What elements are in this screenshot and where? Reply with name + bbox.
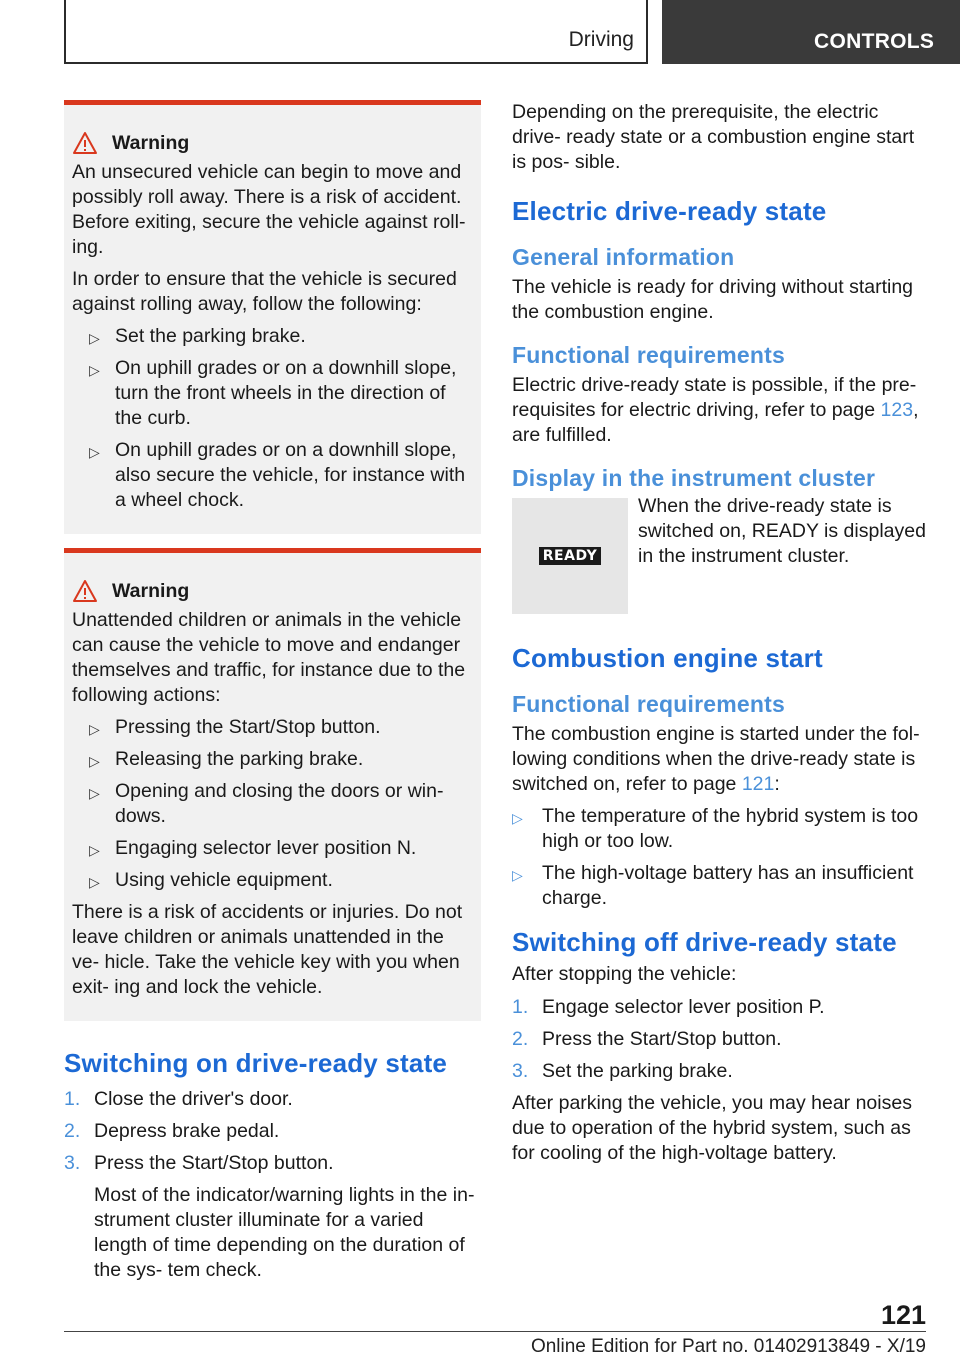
triangle-bullet-icon: ▷ xyxy=(512,810,523,826)
text-run: , are fulfilled. xyxy=(512,399,919,446)
ready-display-block xyxy=(512,495,926,614)
section-heading-switch-on: Switching on drive-ready state xyxy=(64,1048,448,1078)
warning-box-rolling xyxy=(64,100,481,534)
step-number: 1. xyxy=(64,1088,81,1110)
func-req-text xyxy=(512,373,926,448)
triangle-bullet-icon: ▷ xyxy=(89,842,100,858)
right-column xyxy=(512,100,926,1166)
section-heading-combustion: Combustion engine start xyxy=(512,643,823,673)
list-item xyxy=(80,868,469,893)
step-text: Press the Start/Stop button. xyxy=(94,1152,334,1174)
step-item xyxy=(64,1151,481,1176)
footer-edition: Online Edition for Part no. 01402913849 - X/19 xyxy=(530,1336,926,1357)
list-item-text: The temperature of the hybrid system is too high or too low. xyxy=(542,805,919,852)
triangle-bullet-icon: ▷ xyxy=(89,444,100,460)
list-item-text: The high-voltage battery has an insufficient charge. xyxy=(542,862,914,909)
step-item xyxy=(64,1119,481,1144)
step-text: Set the parking brake. xyxy=(542,1060,733,1082)
triangle-bullet-icon: ▷ xyxy=(89,330,100,346)
text-run: The combustion engine is started under the fol- lowing conditions when the drive-ready state is switched on, refer to page xyxy=(512,723,920,795)
list-item-text: On uphill grades or on a downhill slope, turn the front wheels in the direction of the curb. xyxy=(115,357,457,429)
footer-divider xyxy=(64,1331,926,1332)
subheading-general: General information xyxy=(512,244,735,270)
list-item-text: Engaging selector lever position N. xyxy=(115,837,417,859)
warning-text: Unattended children or animals in the vehicle can cause the vehicle to move and endanger themselves and traffic, for instance due to the following actions: xyxy=(72,609,466,706)
switch-off-outro: After parking the vehicle, you may hear noises due to operation of the hybrid system, such as for cooling of the high-voltage battery. xyxy=(512,1092,912,1164)
list-item-text: Pressing the Start/Stop button. xyxy=(115,716,381,738)
step-number: 2. xyxy=(512,1028,529,1050)
page-ref-link[interactable]: 123 xyxy=(880,399,914,421)
warning-triangle-icon xyxy=(72,579,98,603)
list-item-text: On uphill grades or on a downhill slope, also secure the vehicle, for instance with a wheel chock. xyxy=(115,439,466,511)
section-heading-electric: Electric drive-ready state xyxy=(512,196,827,226)
step-text: Depress brake pedal. xyxy=(94,1120,280,1142)
triangle-bullet-icon: ▷ xyxy=(89,874,100,890)
general-text: The vehicle is ready for driving without starting the combustion engine. xyxy=(512,276,914,323)
step-number: 3. xyxy=(512,1060,529,1082)
triangle-bullet-icon: ▷ xyxy=(89,753,100,769)
subheading-func-req-combustion: Functional requirements xyxy=(512,691,785,717)
step-item xyxy=(512,1059,926,1084)
warning-list xyxy=(80,324,469,513)
warning-text: There is a risk of accidents or injuries. Do not leave children or animals unattended in the ve- hicle. Take the vehicle key with you when exit- ing and lock the vehicle. xyxy=(72,901,463,998)
list-item-text: Releasing the parking brake. xyxy=(115,748,364,770)
page-number: 121 xyxy=(880,1300,926,1330)
step-item xyxy=(512,995,926,1020)
triangle-bullet-icon: ▷ xyxy=(89,721,100,737)
warning-list xyxy=(80,715,469,893)
step-text: Press the Start/Stop button. xyxy=(542,1028,782,1050)
switch-off-intro: After stopping the vehicle: xyxy=(512,963,737,985)
step-number: 2. xyxy=(64,1120,81,1142)
display-text: When the drive-ready state is switched on, READY is displayed in the instrument cluster. xyxy=(638,495,926,567)
list-item xyxy=(80,324,469,349)
ready-label: READY xyxy=(539,547,601,565)
switch-off-steps xyxy=(512,995,926,1084)
section-title: Driving xyxy=(568,28,634,51)
triangle-bullet-icon: ▷ xyxy=(512,867,523,883)
ready-indicator-image xyxy=(512,498,628,614)
warning-text: An unsecured vehicle can begin to move and possibly roll away. There is a risk of accident. Before exiting, secure the vehicle against roll- ing. xyxy=(72,161,466,258)
list-item-text: Set the parking brake. xyxy=(115,325,306,347)
step-item xyxy=(64,1087,481,1112)
subheading-display: Display in the instrument cluster xyxy=(512,465,876,491)
chapter-title: CONTROLS xyxy=(814,30,935,53)
warning-text: In order to ensure that the vehicle is secured against rolling away, follow the following: xyxy=(72,268,457,315)
intro-text: Depending on the prerequisite, the electric drive- ready state or a combustion engine start is pos- sible. xyxy=(512,101,915,173)
combustion-conditions-list xyxy=(512,804,926,911)
warning-box-children xyxy=(64,548,481,1021)
step-number: 1. xyxy=(512,996,529,1018)
warning-triangle-icon xyxy=(72,131,98,155)
warning-title: Warning xyxy=(112,579,190,602)
step-text: Engage selector lever position P. xyxy=(542,996,825,1018)
list-item xyxy=(80,715,469,740)
list-item xyxy=(512,804,926,854)
subheading-func-req-electric: Functional requirements xyxy=(512,342,785,368)
warning-title: Warning xyxy=(112,131,190,154)
step-text: Close the driver's door. xyxy=(94,1088,293,1110)
text-run: : xyxy=(774,773,780,795)
list-item xyxy=(80,836,469,861)
triangle-bullet-icon: ▷ xyxy=(89,785,100,801)
list-item xyxy=(80,779,469,829)
list-item xyxy=(512,861,926,911)
switch-on-steps xyxy=(64,1087,481,1176)
header-frame xyxy=(64,0,648,64)
warning-header xyxy=(72,131,469,155)
triangle-bullet-icon: ▷ xyxy=(89,362,100,378)
list-item xyxy=(80,356,469,431)
section-heading-switch-off: Switching off drive-ready state xyxy=(512,927,897,957)
list-item xyxy=(80,747,469,772)
left-column xyxy=(64,100,481,1283)
step-note: Most of the indicator/warning lights in the in- strument cluster illuminate for a varied length of time depending on the duration of the sys- tem check. xyxy=(94,1184,475,1281)
combustion-text xyxy=(512,722,926,797)
step-number: 3. xyxy=(64,1152,81,1174)
page-ref-link[interactable]: 121 xyxy=(741,773,775,795)
step-item xyxy=(512,1027,926,1052)
warning-header xyxy=(72,579,469,603)
list-item xyxy=(80,438,469,513)
chapter-tab xyxy=(662,0,960,64)
text-run: Electric drive-ready state is possible, if the pre- requisites for electric driving, refer to page xyxy=(512,374,917,421)
list-item-text: Opening and closing the doors or win- dows. xyxy=(115,780,444,827)
list-item-text: Using vehicle equipment. xyxy=(115,869,333,891)
